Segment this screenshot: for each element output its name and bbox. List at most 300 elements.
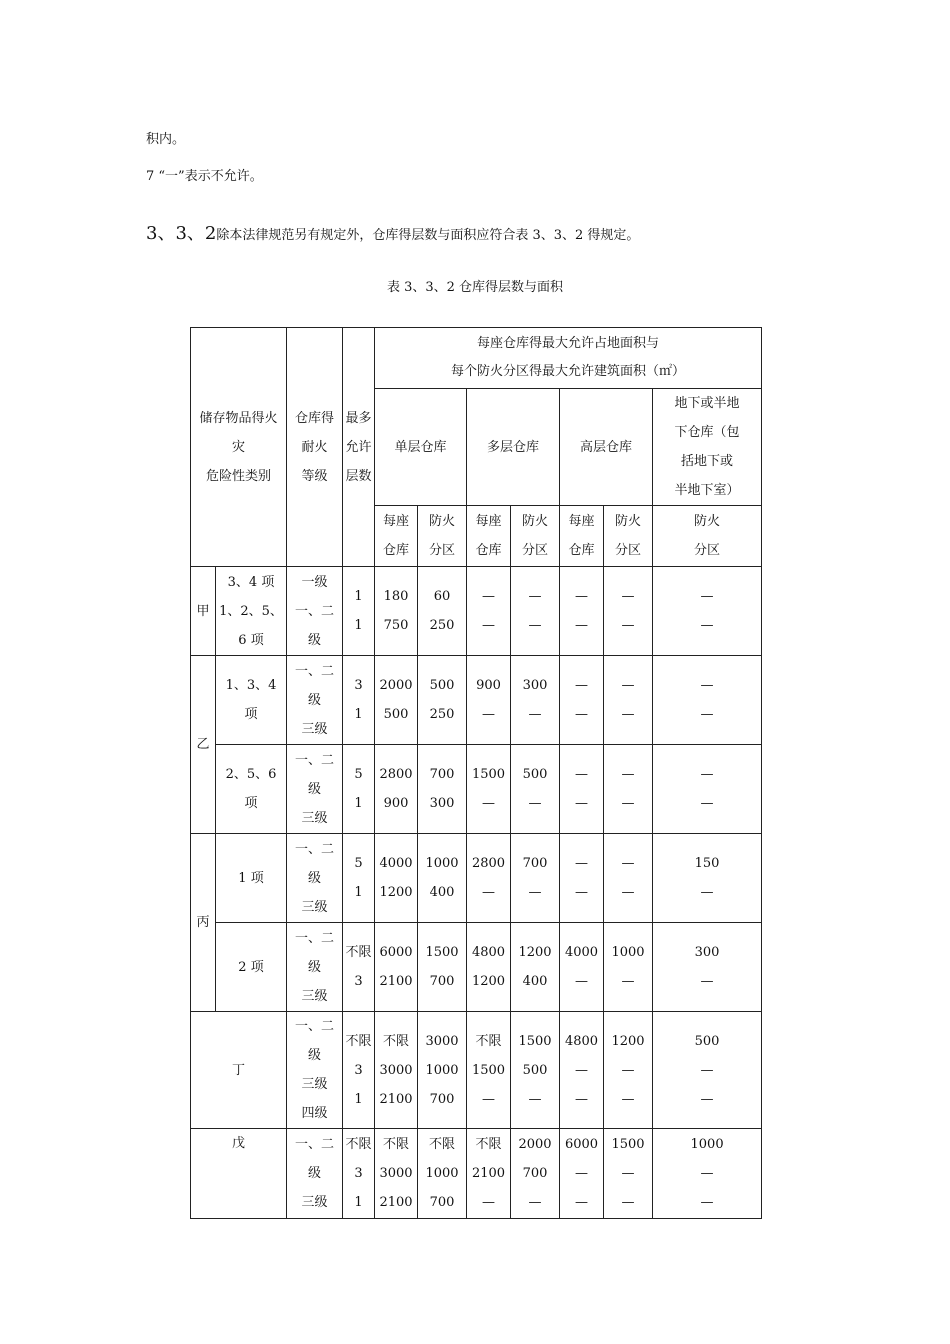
- value-cell: [604, 834, 653, 923]
- cell-line: —: [482, 1091, 496, 1107]
- cell-line: 60: [433, 589, 451, 604]
- cell-line: —: [700, 678, 714, 693]
- cell-line: 防火: [522, 514, 549, 529]
- cell-line: —: [575, 1195, 589, 1210]
- value-text: [604, 582, 652, 640]
- cell-line: —: [482, 796, 496, 811]
- cell-line: 级: [308, 1166, 322, 1181]
- header-fire-single: [418, 506, 467, 567]
- cell-line: 不限: [345, 1033, 372, 1049]
- cell-line: 500: [383, 707, 409, 722]
- value-text: [511, 671, 559, 729]
- cell-line: —: [575, 707, 589, 722]
- value-cell: [560, 834, 604, 923]
- floors-cell: [343, 923, 375, 1012]
- section-heading: [146, 219, 639, 245]
- cell-line: 不限: [429, 1137, 456, 1152]
- cell-line: 900: [476, 678, 501, 693]
- value-cell: [604, 1129, 653, 1219]
- cell-line: 700: [522, 856, 548, 871]
- cell-line: 700: [522, 1166, 548, 1181]
- cell-line: 400: [429, 885, 455, 900]
- value-text: [467, 938, 510, 996]
- value-text: [604, 1027, 652, 1114]
- value-cell: [653, 745, 762, 834]
- header-per-high: [560, 506, 604, 567]
- header-per-multi: [467, 506, 511, 567]
- header-area: [375, 328, 762, 389]
- cell-line: 2000: [379, 678, 413, 693]
- floors-cell: [343, 1129, 375, 1219]
- cell-line: —: [575, 1091, 589, 1107]
- value-text: [560, 938, 603, 996]
- cell-line: 150: [694, 856, 720, 871]
- value-cell: [418, 1129, 467, 1219]
- cell-line: 不限: [345, 945, 372, 960]
- floors-text: [343, 849, 374, 907]
- value-cell: [467, 834, 511, 923]
- cell-line: 仓库: [383, 543, 410, 558]
- cell-line: 级: [308, 781, 322, 797]
- grade-text: [287, 1012, 342, 1128]
- floors-text: [343, 1027, 374, 1114]
- value-text: [375, 849, 417, 907]
- header-fire-multi: [511, 506, 560, 567]
- cell-line: 1500: [471, 767, 506, 782]
- cell-line: 4000: [379, 856, 413, 871]
- cell-line: 1: [354, 885, 363, 900]
- subcategory-text: [216, 760, 286, 818]
- value-text: [418, 671, 466, 729]
- cell-line: 一、二: [295, 1019, 335, 1034]
- cell-line: 400: [522, 974, 548, 989]
- warehouse-table: [190, 327, 762, 1219]
- cell-line: —: [528, 1195, 542, 1210]
- subcategory-cell: [216, 745, 287, 834]
- value-cell: [511, 1129, 560, 1219]
- value-text: [467, 1130, 510, 1217]
- cell-line: 500: [694, 1033, 720, 1049]
- grade-cell: [287, 834, 343, 923]
- value-text: [653, 1027, 761, 1114]
- cell-line: 1500: [425, 945, 459, 960]
- cell-line: —: [575, 885, 589, 900]
- cell-line: 3000: [379, 1166, 413, 1181]
- value-text: [604, 1130, 652, 1217]
- header-per-text: [560, 507, 603, 565]
- value-cell: [467, 656, 511, 745]
- cell-line: —: [621, 767, 635, 782]
- value-cell: [418, 923, 467, 1012]
- value-text: [511, 849, 559, 907]
- value-text: [375, 1130, 417, 1217]
- value-text: [604, 760, 652, 818]
- cell-line: 1000: [425, 1166, 459, 1181]
- value-cell: [604, 923, 653, 1012]
- cell-line: 500: [522, 767, 548, 782]
- cell-line: 3: [354, 678, 363, 693]
- section-text: 除本法律规范另有规定外，仓库得层数与面积应符合表 3、3、2 得规定。: [216, 228, 640, 243]
- cell-line: 仓库: [568, 543, 595, 558]
- value-text: [375, 760, 417, 818]
- section-number: 3、3、2: [146, 223, 217, 244]
- cell-line: 防火: [615, 514, 642, 529]
- cell-line: 2000: [518, 1137, 552, 1152]
- cell-line: 级: [308, 692, 322, 708]
- header-fire-text: [604, 507, 652, 565]
- value-text: [560, 1130, 603, 1217]
- cell-line: —: [575, 856, 589, 871]
- category-cell: 甲: [191, 567, 216, 656]
- value-text: [560, 760, 603, 818]
- cell-line: 2 项: [238, 959, 264, 975]
- cell-line: —: [575, 589, 589, 604]
- cell-line: —: [621, 885, 635, 900]
- cell-line: 级: [308, 959, 322, 975]
- cell-line: 三级: [301, 899, 328, 915]
- cell-line: —: [575, 618, 589, 633]
- value-cell: [511, 834, 560, 923]
- cell-line: 1 项: [238, 870, 264, 886]
- grade-text: [287, 924, 342, 1011]
- value-cell: [467, 1012, 511, 1129]
- value-cell: [511, 656, 560, 745]
- value-text: [604, 849, 652, 907]
- cell-line: 三级: [301, 1077, 328, 1092]
- cell-line: —: [700, 707, 714, 722]
- cell-line: 一级: [301, 574, 328, 590]
- value-text: [560, 1027, 603, 1114]
- cell-line: —: [482, 618, 496, 633]
- value-cell: [653, 1129, 762, 1219]
- floors-cell: [343, 834, 375, 923]
- value-cell: [604, 1012, 653, 1129]
- value-cell: [560, 1129, 604, 1219]
- cell-line: 3: [354, 1166, 363, 1181]
- cell-line: 3000: [425, 1033, 459, 1049]
- cell-line: 一、二: [295, 930, 335, 946]
- cell-line: —: [700, 589, 714, 604]
- cell-line: 耐火: [301, 439, 328, 455]
- cell-line: —: [700, 1091, 714, 1107]
- cell-line: 一、二: [295, 603, 335, 619]
- value-text: [560, 671, 603, 729]
- cell-line: —: [482, 885, 496, 900]
- cell-line: 1: [354, 1091, 363, 1107]
- cell-line: 1: [354, 707, 363, 722]
- cell-line: —: [528, 796, 542, 811]
- floors-text: [343, 760, 374, 818]
- value-text: [467, 849, 510, 907]
- cell-line: —: [700, 618, 714, 633]
- cell-line: —: [700, 767, 714, 782]
- cell-line: —: [482, 1195, 496, 1210]
- subcategory-text: [216, 864, 286, 893]
- cell-line: 分区: [694, 543, 721, 558]
- cell-line: 2800: [379, 767, 413, 782]
- cell-line: 2100: [379, 1195, 413, 1210]
- value-text: [467, 671, 510, 729]
- value-cell: [511, 567, 560, 656]
- value-cell: [604, 567, 653, 656]
- subcategory-text: [216, 568, 286, 655]
- cell-line: 3: [354, 1062, 363, 1078]
- value-text: [604, 671, 652, 729]
- cell-line: —: [700, 1062, 714, 1078]
- cell-line: —: [528, 885, 542, 900]
- table-row: [191, 834, 762, 923]
- cell-line: —: [621, 856, 635, 871]
- value-cell: [375, 834, 418, 923]
- grade-cell: [287, 1012, 343, 1129]
- value-text: [653, 1130, 761, 1217]
- cell-line: 900: [383, 796, 409, 811]
- value-text: [375, 938, 417, 996]
- value-text: [375, 582, 417, 640]
- cell-line: —: [575, 974, 589, 989]
- value-cell: [560, 567, 604, 656]
- cell-line: 4800: [471, 945, 506, 960]
- value-cell: [653, 923, 762, 1012]
- cell-line: 每座: [568, 514, 595, 529]
- value-cell: [653, 1012, 762, 1129]
- cell-line: 不限: [345, 1137, 372, 1152]
- subcategory-text: [216, 953, 286, 982]
- cell-line: 半地下室）: [674, 483, 740, 498]
- cell-line: 分区: [522, 543, 549, 558]
- header-fire-text: [511, 507, 559, 565]
- value-text: [604, 938, 652, 996]
- header-category: [191, 328, 287, 567]
- header-single: 单层仓库: [375, 389, 467, 506]
- cell-line: 700: [429, 1195, 455, 1210]
- cell-line: 3: [354, 974, 363, 989]
- value-cell: [375, 923, 418, 1012]
- cell-line: 1000: [690, 1137, 724, 1152]
- cell-line: —: [528, 1091, 542, 1107]
- header-category-text: [191, 404, 286, 491]
- cell-line: —: [528, 707, 542, 722]
- value-cell: [375, 745, 418, 834]
- cell-line: 分区: [429, 543, 456, 558]
- grade-cell: [287, 656, 343, 745]
- cell-line: 700: [429, 767, 455, 782]
- value-cell: [467, 745, 511, 834]
- cell-line: 1: [354, 589, 363, 604]
- value-text: [653, 582, 761, 640]
- cell-line: —: [700, 1195, 714, 1210]
- category-cell: 丁: [191, 1012, 287, 1129]
- value-cell: [511, 745, 560, 834]
- floors-text: [343, 1130, 374, 1217]
- cell-line: 级: [308, 1048, 322, 1063]
- header-grade: [287, 328, 343, 567]
- grade-cell: [287, 567, 343, 656]
- value-cell: [467, 567, 511, 656]
- header-fire-high: [604, 506, 653, 567]
- floors-cell: [343, 1012, 375, 1129]
- cell-line: 三级: [301, 1195, 328, 1210]
- value-text: [653, 760, 761, 818]
- value-cell: [467, 1129, 511, 1219]
- cell-line: 下仓库（包: [674, 425, 740, 440]
- table-row: [191, 1012, 762, 1129]
- cell-line: 一、二: [295, 752, 335, 768]
- value-cell: [418, 745, 467, 834]
- grade-text: [287, 657, 342, 744]
- cell-line: 1000: [425, 1062, 459, 1078]
- value-cell: [653, 834, 762, 923]
- cell-line: 750: [383, 618, 409, 633]
- cell-line: 6 项: [238, 632, 264, 648]
- cell-line: 项: [244, 707, 258, 722]
- floors-cell: [343, 745, 375, 834]
- cell-line: —: [700, 796, 714, 811]
- cell-line: —: [700, 974, 714, 989]
- table-row: [191, 567, 762, 656]
- cell-line: 三级: [301, 721, 328, 737]
- table-row: [191, 656, 762, 745]
- cell-line: 300: [694, 945, 720, 960]
- value-cell: [375, 567, 418, 656]
- value-cell: [653, 656, 762, 745]
- floors-text: [343, 582, 374, 640]
- value-text: [418, 760, 466, 818]
- cell-line: 700: [429, 1091, 455, 1107]
- cell-line: —: [621, 707, 635, 722]
- cell-line: 1: [354, 1195, 363, 1210]
- value-text: [418, 849, 466, 907]
- text-line-1: 积内。: [146, 132, 186, 147]
- category-cell: 戊: [191, 1129, 287, 1219]
- cell-line: 1000: [611, 945, 645, 960]
- subcategory-cell: [216, 656, 287, 745]
- header-per-single: [375, 506, 418, 567]
- cell-line: 危险性类别: [206, 468, 272, 484]
- cell-line: 地下或半地: [674, 396, 740, 411]
- cell-line: 防火: [694, 514, 721, 529]
- cell-line: 300: [522, 678, 548, 693]
- cell-line: 不限: [475, 1033, 502, 1049]
- value-text: [653, 671, 761, 729]
- cell-line: 2100: [379, 1091, 413, 1107]
- cell-line: 1200: [611, 1033, 645, 1049]
- value-cell: [511, 1012, 560, 1129]
- cell-line: 每座: [475, 514, 502, 529]
- cell-line: 分区: [615, 543, 642, 558]
- cell-line: 1500: [518, 1033, 552, 1049]
- value-cell: [418, 834, 467, 923]
- cell-line: —: [482, 589, 496, 604]
- value-cell: [560, 745, 604, 834]
- cell-line: —: [575, 767, 589, 782]
- value-cell: [418, 567, 467, 656]
- cell-line: 3000: [379, 1062, 413, 1078]
- header-per-text: [467, 507, 510, 565]
- floors-cell: [343, 656, 375, 745]
- value-text: [467, 582, 510, 640]
- header-multi: 多层仓库: [467, 389, 560, 506]
- cell-line: 三级: [301, 988, 328, 1004]
- cell-line: 2100: [471, 1166, 506, 1181]
- cell-line: —: [575, 1166, 589, 1181]
- cell-line: 1、2、5、: [219, 603, 283, 619]
- cell-line: —: [575, 796, 589, 811]
- cell-line: —: [528, 589, 542, 604]
- cell-line: —: [700, 885, 714, 900]
- cell-line: 四级: [301, 1106, 328, 1121]
- value-text: [418, 582, 466, 640]
- value-text: [418, 1027, 466, 1114]
- value-cell: [418, 1012, 467, 1129]
- grade-text: [287, 746, 342, 833]
- value-text: [375, 671, 417, 729]
- value-cell: [604, 656, 653, 745]
- cell-line: 防火: [429, 514, 456, 529]
- cell-line: —: [575, 1062, 589, 1078]
- table-row: [191, 1129, 762, 1219]
- grade-text: [287, 1130, 342, 1217]
- cell-line: 2、5、6: [225, 767, 277, 782]
- subcategory-text: [216, 671, 286, 729]
- header-underground-text: [653, 389, 761, 505]
- cell-line: 三级: [301, 810, 328, 826]
- cell-line: 级: [308, 632, 322, 648]
- cell-line: —: [621, 1195, 635, 1210]
- cell-line: 层数: [345, 468, 372, 484]
- value-text: [653, 849, 761, 907]
- cell-line: —: [621, 618, 635, 633]
- subcategory-cell: [216, 834, 287, 923]
- floors-text: [343, 938, 374, 996]
- subcategory-cell: [216, 923, 287, 1012]
- value-cell: [511, 923, 560, 1012]
- value-text: [560, 582, 603, 640]
- cell-line: 250: [429, 618, 455, 633]
- table-row: [191, 923, 762, 1012]
- cell-line: 括地下或: [681, 454, 734, 469]
- value-cell: [560, 656, 604, 745]
- cell-line: —: [621, 1062, 635, 1078]
- category-cell: 乙: [191, 656, 216, 834]
- cell-line: 2800: [471, 856, 506, 871]
- value-cell: [467, 923, 511, 1012]
- cell-line: —: [575, 678, 589, 693]
- cell-line: 6000: [564, 1137, 599, 1152]
- cell-line: 等级: [301, 468, 328, 484]
- cell-line: 1、3、4: [225, 678, 277, 693]
- cell-line: 1: [354, 796, 363, 811]
- cell-line: 180: [383, 589, 409, 604]
- value-text: [418, 938, 466, 996]
- cell-line: —: [621, 796, 635, 811]
- cell-line: 项: [244, 796, 258, 811]
- cell-line: 1500: [471, 1062, 506, 1078]
- grade-cell: [287, 1129, 343, 1219]
- value-text: [511, 1130, 559, 1217]
- floors-text: [343, 671, 374, 729]
- cell-line: 700: [429, 974, 455, 989]
- table-row: [191, 745, 762, 834]
- value-cell: [560, 923, 604, 1012]
- subcategory-cell: [216, 567, 287, 656]
- cell-line: 1: [354, 618, 363, 633]
- cell-line: 250: [429, 707, 455, 722]
- value-text: [653, 938, 761, 996]
- value-text: [511, 1027, 559, 1114]
- value-cell: [560, 1012, 604, 1129]
- header-underground: [653, 389, 762, 506]
